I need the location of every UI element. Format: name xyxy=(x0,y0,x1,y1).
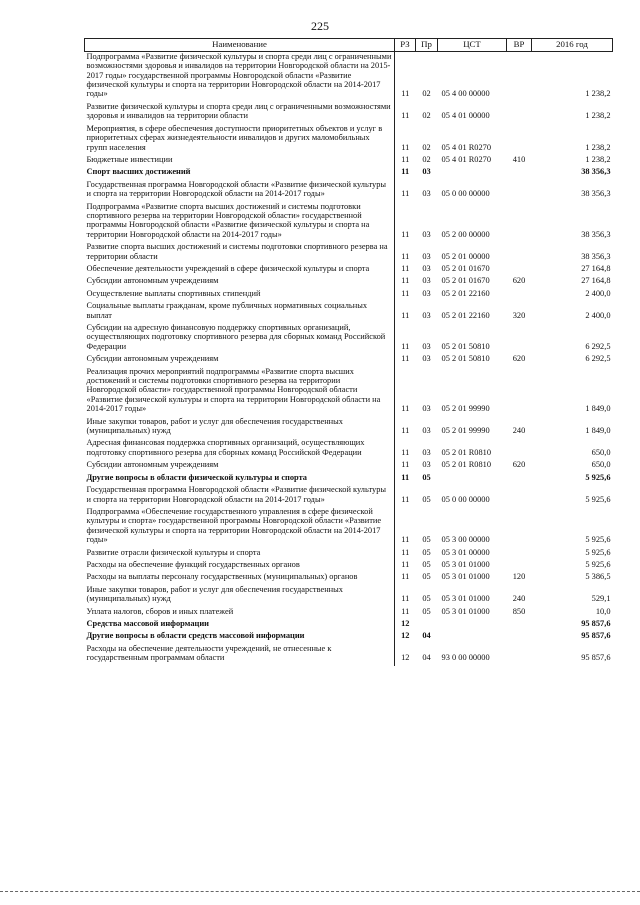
cell-cst xyxy=(438,473,507,485)
cell-rz: 11 xyxy=(401,494,410,504)
table-header-row xyxy=(85,39,613,52)
cell-name: Субсидии автономным учреждениям xyxy=(85,354,395,366)
table-row xyxy=(85,124,613,155)
cell-vr xyxy=(507,548,532,560)
cell-name: Подпрограмма «Обеспечение государственного управления в сфере физической культуры и спорта» государственной программы Новгородской области «Развитие физической культуры и спорта на территории Новгородской области на 2014-2017 годы» xyxy=(85,507,395,548)
cell-name: Расходы на обеспечение функций государственных органов xyxy=(85,560,395,572)
cell-cst xyxy=(438,619,507,631)
cell-rz: 11 xyxy=(401,142,410,152)
cell-rz: 11 xyxy=(401,460,410,470)
cell-cst: 05 2 01 99990 xyxy=(441,426,490,436)
cell-cst: 05 2 00 00000 xyxy=(441,229,490,239)
cell-sum: 5 925,6 xyxy=(585,559,611,569)
cell-vr xyxy=(507,51,532,102)
cell-cst: 05 3 01 01000 xyxy=(441,572,490,582)
cell-cst: 05 3 01 01000 xyxy=(441,594,490,604)
cell-sum: 95 857,6 xyxy=(581,653,611,663)
cell-pr: 03 xyxy=(422,460,431,470)
table-row xyxy=(85,354,613,366)
table-row xyxy=(85,631,613,643)
cell-vr xyxy=(507,167,532,179)
cell-rz: 11 xyxy=(401,251,410,261)
cell-cst: 05 0 00 00000 xyxy=(441,189,490,199)
cell-rz: 11 xyxy=(401,167,410,177)
table-row xyxy=(85,507,613,548)
table-row xyxy=(85,289,613,301)
cell-sum: 650,0 xyxy=(591,460,611,470)
cell-rz: 11 xyxy=(401,154,410,164)
cell-pr: 04 xyxy=(422,631,431,641)
cell-sum: 5 386,5 xyxy=(585,572,611,582)
header-sum: 2016 год xyxy=(532,39,613,52)
cell-pr: 03 xyxy=(422,341,431,351)
cell-name: Спорт высших достижений xyxy=(85,167,395,179)
cell-cst: 05 4 00 00000 xyxy=(441,89,490,99)
table-row xyxy=(85,438,613,460)
table-row xyxy=(85,51,613,102)
table-row xyxy=(85,585,613,607)
cell-cst: 05 4 01 00000 xyxy=(441,111,490,121)
cell-cst: 05 2 01 00000 xyxy=(441,251,490,261)
table-row xyxy=(85,572,613,584)
cell-vr: 240 xyxy=(512,426,526,436)
cell-sum: 529,1 xyxy=(591,594,611,604)
cell-sum: 27 164,8 xyxy=(581,276,611,286)
cell-name: Развитие спорта высших достижений и системы подготовки спортивного резерва на территории области xyxy=(85,242,395,264)
page-number: 225 xyxy=(311,19,329,33)
cell-cst: 05 2 01 R0810 xyxy=(441,460,492,470)
cell-vr xyxy=(507,242,532,264)
cell-cst: 05 2 01 50810 xyxy=(441,341,490,351)
cell-name: Средства массовой информации xyxy=(85,619,395,631)
cell-name: Другие вопросы в области физической культуры и спорта xyxy=(85,473,395,485)
cell-pr: 03 xyxy=(422,229,431,239)
cell-pr: 02 xyxy=(422,89,431,99)
table-row xyxy=(85,644,613,666)
cell-name: Субсидии на адресную финансовую поддержку спортивных организаций, осуществляющих подготовку спортивного резерва для сборных команд Российской Федерации xyxy=(85,323,395,354)
cell-vr: 320 xyxy=(512,310,526,320)
cell-rz: 11 xyxy=(401,354,410,364)
cell-rz: 11 xyxy=(401,111,410,121)
cell-sum: 1 238,2 xyxy=(585,142,611,152)
cell-vr: 240 xyxy=(512,594,526,604)
cell-pr: 03 xyxy=(422,426,431,436)
cell-pr: 03 xyxy=(422,276,431,286)
cell-sum: 10,0 xyxy=(595,606,611,616)
table-row xyxy=(85,367,613,417)
cell-cst: 05 2 01 50810 xyxy=(441,354,490,364)
cell-rz: 11 xyxy=(401,341,410,351)
cell-rz: 11 xyxy=(401,447,410,457)
cell-rz: 12 xyxy=(401,653,410,663)
cell-rz: 11 xyxy=(401,189,410,199)
cell-rz: 11 xyxy=(401,606,410,616)
cell-rz: 11 xyxy=(401,535,410,545)
cell-name: Обеспечение деятельности учреждений в сфере физической культуры и спорта xyxy=(85,264,395,276)
table-row xyxy=(85,417,613,439)
cell-name: Иные закупки товаров, работ и услуг для обеспечения государственных (муниципальных) нужд xyxy=(85,585,395,607)
cell-sum: 1 238,2 xyxy=(585,89,611,99)
header-name: Наименование xyxy=(85,39,395,52)
cell-sum: 1 238,2 xyxy=(585,154,611,164)
table-row xyxy=(85,202,613,243)
cell-rz: 12 xyxy=(401,618,410,628)
cell-cst: 05 3 01 00000 xyxy=(441,547,490,557)
cell-name: Государственная программа Новгородской области «Развитие физической культуры и спорта на территории Новгородской области на 2014-2017 годы» xyxy=(85,180,395,202)
cell-vr xyxy=(507,473,532,485)
cell-pr: 03 xyxy=(422,354,431,364)
cell-pr: 03 xyxy=(422,404,431,414)
cell-rz: 11 xyxy=(401,472,410,482)
cell-pr: 05 xyxy=(422,594,431,604)
cell-name: Адресная финансовая поддержка спортивных организаций, осуществляющих подготовку спортивного резерва для сборных команд Российской Федерации xyxy=(85,438,395,460)
cell-rz: 11 xyxy=(401,89,410,99)
cell-rz: 11 xyxy=(401,572,410,582)
cell-cst: 05 2 01 22160 xyxy=(441,288,490,298)
cell-vr xyxy=(507,438,532,460)
cell-pr: 05 xyxy=(422,559,431,569)
cell-sum: 95 857,6 xyxy=(581,618,611,628)
cell-vr xyxy=(507,323,532,354)
cell-cst: 05 0 00 00000 xyxy=(441,494,490,504)
cell-rz: 11 xyxy=(401,547,410,557)
cell-sum: 2 400,0 xyxy=(585,310,611,320)
cell-vr: 120 xyxy=(512,572,526,582)
cell-sum: 6 292,5 xyxy=(585,354,611,364)
cell-vr xyxy=(507,619,532,631)
cell-name: Уплата налогов, сборов и иных платежей xyxy=(85,607,395,619)
cell-name: Подпрограмма «Развитие физической культуры и спорта среди лиц с ограниченными возможностями здоровья и инвалидов на территории Новгородской области на 2015-2017 годы» государственной программы Новгородской области «Развитие физической культуры и спорта на территории Новгородской области на 2014-2017 годы» xyxy=(85,51,395,102)
cell-rz: 11 xyxy=(401,310,410,320)
table-row xyxy=(85,619,613,631)
cell-cst: 05 2 01 01670 xyxy=(441,276,490,286)
header-vr: ВР xyxy=(507,39,532,52)
cell-pr: 04 xyxy=(422,653,431,663)
cell-cst: 05 2 01 R0810 xyxy=(441,447,492,457)
cell-vr xyxy=(507,289,532,301)
table-row xyxy=(85,301,613,323)
header-pr: Пр xyxy=(416,39,438,52)
table-row xyxy=(85,548,613,560)
cell-vr: 850 xyxy=(512,606,526,616)
table-row xyxy=(85,607,613,619)
cell-sum: 95 857,6 xyxy=(581,631,611,641)
cell-rz: 11 xyxy=(401,263,410,273)
table-row xyxy=(85,242,613,264)
cell-name: Бюджетные инвестиции xyxy=(85,155,395,167)
cell-cst: 05 2 01 01670 xyxy=(441,263,490,273)
header-cst: ЦСТ xyxy=(438,39,507,52)
cell-vr: 620 xyxy=(512,276,526,286)
cell-sum: 650,0 xyxy=(591,447,611,457)
cell-sum: 6 292,5 xyxy=(585,341,611,351)
cell-pr: 02 xyxy=(422,111,431,121)
cell-pr: 03 xyxy=(422,310,431,320)
cell-name: Иные закупки товаров, работ и услуг для обеспечения государственных (муниципальных) нужд xyxy=(85,417,395,439)
cell-cst: 05 2 01 99990 xyxy=(441,404,490,414)
cell-pr: 03 xyxy=(422,189,431,199)
page-bottom-rule xyxy=(0,891,640,892)
table-row xyxy=(85,264,613,276)
table-row xyxy=(85,102,613,124)
cell-cst xyxy=(438,631,507,643)
cell-pr: 05 xyxy=(422,472,431,482)
cell-pr: 02 xyxy=(422,154,431,164)
cell-sum: 38 356,3 xyxy=(581,167,611,177)
cell-sum: 5 925,6 xyxy=(585,472,611,482)
table-row xyxy=(85,276,613,288)
cell-sum: 5 925,6 xyxy=(585,535,611,545)
table-row xyxy=(85,323,613,354)
cell-rz: 11 xyxy=(401,404,410,414)
cell-sum: 5 925,6 xyxy=(585,494,611,504)
table-body xyxy=(85,51,613,665)
cell-name: Государственная программа Новгородской области «Развитие физической культуры и спорта на территории Новгородской области на 2014-2017 годы» xyxy=(85,485,395,507)
cell-vr xyxy=(507,644,532,666)
cell-rz: 11 xyxy=(401,426,410,436)
cell-vr xyxy=(507,560,532,572)
cell-pr: 05 xyxy=(422,572,431,582)
cell-cst: 05 3 00 00000 xyxy=(441,535,490,545)
cell-vr xyxy=(507,485,532,507)
cell-sum: 5 925,6 xyxy=(585,547,611,557)
cell-sum: 38 356,3 xyxy=(581,189,611,199)
cell-name: Другие вопросы в области средств массовой информации xyxy=(85,631,395,643)
cell-cst: 05 4 01 R0270 xyxy=(441,154,492,164)
cell-rz: 11 xyxy=(401,229,410,239)
cell-pr: 05 xyxy=(422,494,431,504)
cell-pr: 03 xyxy=(422,447,431,457)
cell-cst: 05 3 01 01000 xyxy=(441,606,490,616)
cell-name: Субсидии автономным учреждениям xyxy=(85,276,395,288)
cell-name: Субсидии автономным учреждениям xyxy=(85,460,395,472)
cell-cst xyxy=(438,167,507,179)
cell-pr: 05 xyxy=(422,535,431,545)
cell-rz: 11 xyxy=(401,276,410,286)
cell-pr: 03 xyxy=(422,288,431,298)
table-row xyxy=(85,560,613,572)
cell-sum: 1 849,0 xyxy=(585,404,611,414)
cell-vr: 620 xyxy=(512,460,526,470)
cell-pr: 05 xyxy=(422,547,431,557)
cell-name: Подпрограмма «Развитие спорта высших достижений и системы подготовки спортивного резерва на территории Новгородской области» государственной программы Новгородской области «Развитие физической культуры и спорта на территории Новгородской области на 2014-2017 годы» xyxy=(85,202,395,243)
cell-vr xyxy=(507,631,532,643)
cell-name: Осуществление выплаты спортивных стипендий xyxy=(85,289,395,301)
cell-rz: 11 xyxy=(401,594,410,604)
cell-cst: 05 3 01 01000 xyxy=(441,559,490,569)
cell-pr: 03 xyxy=(422,251,431,261)
cell-name: Социальные выплаты гражданам, кроме публичных нормативных социальных выплат xyxy=(85,301,395,323)
cell-name: Мероприятия, в сфере обеспечения доступности приоритетных объектов и услуг в приоритетных сферах жизнедеятельности инвалидов и других маломобильных групп населения xyxy=(85,124,395,155)
cell-vr xyxy=(507,507,532,548)
cell-rz: 11 xyxy=(401,559,410,569)
table-row xyxy=(85,167,613,179)
cell-rz: 11 xyxy=(401,288,410,298)
cell-vr: 410 xyxy=(512,154,526,164)
cell-sum: 1 849,0 xyxy=(585,426,611,436)
cell-vr xyxy=(507,124,532,155)
header-rz: РЗ xyxy=(395,39,416,52)
budget-table xyxy=(84,38,613,666)
cell-sum: 1 238,2 xyxy=(585,111,611,121)
table-row xyxy=(85,155,613,167)
cell-pr: 03 xyxy=(422,167,431,177)
cell-pr: 02 xyxy=(422,142,431,152)
cell-pr xyxy=(416,619,438,631)
cell-vr xyxy=(507,202,532,243)
cell-pr: 05 xyxy=(422,606,431,616)
cell-cst: 93 0 00 00000 xyxy=(441,653,490,663)
cell-name: Расходы на выплаты персоналу государственных (муниципальных) органов xyxy=(85,572,395,584)
cell-vr xyxy=(507,102,532,124)
cell-sum: 27 164,8 xyxy=(581,263,611,273)
table-row xyxy=(85,460,613,472)
cell-vr: 620 xyxy=(512,354,526,364)
cell-sum: 2 400,0 xyxy=(585,288,611,298)
cell-vr xyxy=(507,264,532,276)
cell-name: Развитие физической культуры и спорта среди лиц с ограниченными возможностями здоровья и инвалидов на территории области xyxy=(85,102,395,124)
table-row xyxy=(85,473,613,485)
cell-cst: 05 2 01 22160 xyxy=(441,310,490,320)
table-row xyxy=(85,485,613,507)
cell-name: Развитие отрасли физической культуры и спорта xyxy=(85,548,395,560)
cell-sum: 38 356,3 xyxy=(581,251,611,261)
cell-name: Расходы на обеспечение деятельности учреждений, не отнесенные к государственным программам области xyxy=(85,644,395,666)
cell-vr xyxy=(507,180,532,202)
cell-pr: 03 xyxy=(422,263,431,273)
cell-name: Реализация прочих мероприятий подпрограммы «Развитие спорта высших достижений и системы подготовки спортивного резерва на территории Новгородской области» государственной программы Новгородской области «Развитие физической культуры и спорта на территории Новгородской области на 2014-2017 годы» xyxy=(85,367,395,417)
cell-sum: 38 356,3 xyxy=(581,229,611,239)
table-row xyxy=(85,180,613,202)
cell-cst: 05 4 01 R0270 xyxy=(441,142,492,152)
cell-vr xyxy=(507,367,532,417)
cell-rz: 12 xyxy=(401,631,410,641)
